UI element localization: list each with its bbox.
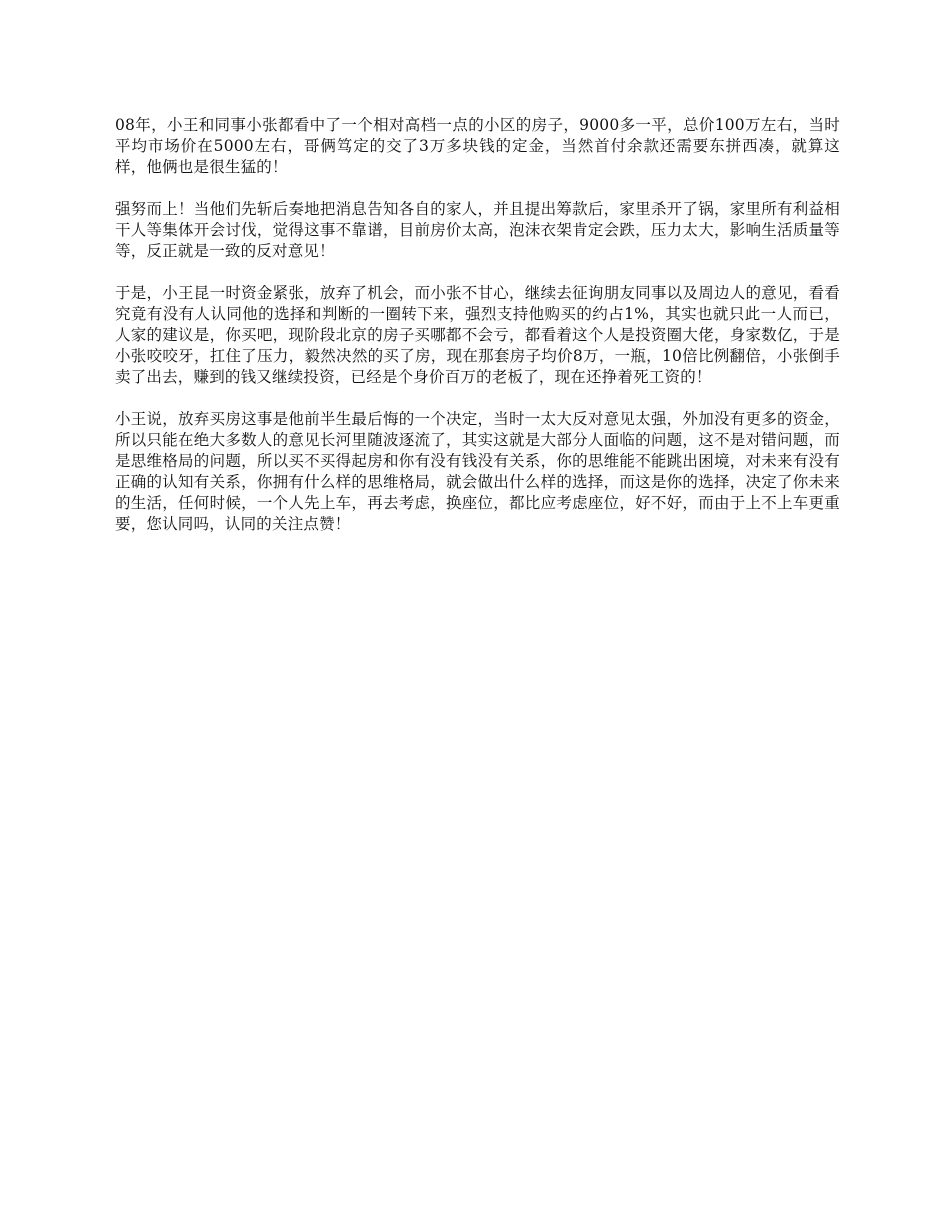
paragraph-3: 于是，小王昆一时资金紧张，放弃了机会，而小张不甘心，继续去征询朋友同事以及周边人的意见，看看究竟有没有人认同他的选择和判断的一圈转下来，强烈支持他购买的约占1%，其实也就只此一人而已，人家的建议是，你买吧，现阶段北京的房子买哪都不会亏，都看着这个人是投资圈大佬，身家数亿，于是小张咬咬牙，扛住了压力，毅然决然的买了房，现在那套房子均价8万，一瓶，10倍比例翻倍，小张倒手卖了出去，赚到的钱又继续投资，已经是个身价百万的老板了，现在还挣着死工资的！ <box>115 284 840 386</box>
paragraph-4: 小王说，放弃买房这事是他前半生最后悔的一个决定，当时一太大反对意见太强，外加没有更多的资金，所以只能在绝大多数人的意见长河里随波逐流了，其实这就是大部分人面临的问题，这不是对错问题，而是思维格局的问题，所以买不买得起房和你有没有钱没有关系，你的思维能不能跳出困境，对未来有没有正确的认知有关系，你拥有什么样的思维格局，就会做出什么样的选择，而这是你的选择，决定了你未来的生活，任何时候，一个人先上车，再去考虑，换座位，都比应考虑座位，好不好，而由于上不上车更重要，您认同吗，认同的关注点赞！ <box>115 410 840 533</box>
paragraph-2: 强努而上！当他们先斩后奏地把消息告知各自的家人，并且提出筹款后，家里杀开了锅，家里所有利益相干人等集体开会讨伐，觉得这事不靠谱，目前房价太高，泡沫衣架肯定会跌，压力太大，影响生活质量等等，反正就是一致的反对意见！ <box>115 200 840 260</box>
paragraph-1: 08年，小王和同事小张都看中了一个相对高档一点的小区的房子，9000多一平，总价100万左右，当时平均市场价在5000左右，哥俩笃定的交了3万多块钱的定金，当然首付余款还需要东拼西凑，就算这样，他俩也是很生猛的！ <box>115 116 840 176</box>
article-body <box>115 115 840 556</box>
